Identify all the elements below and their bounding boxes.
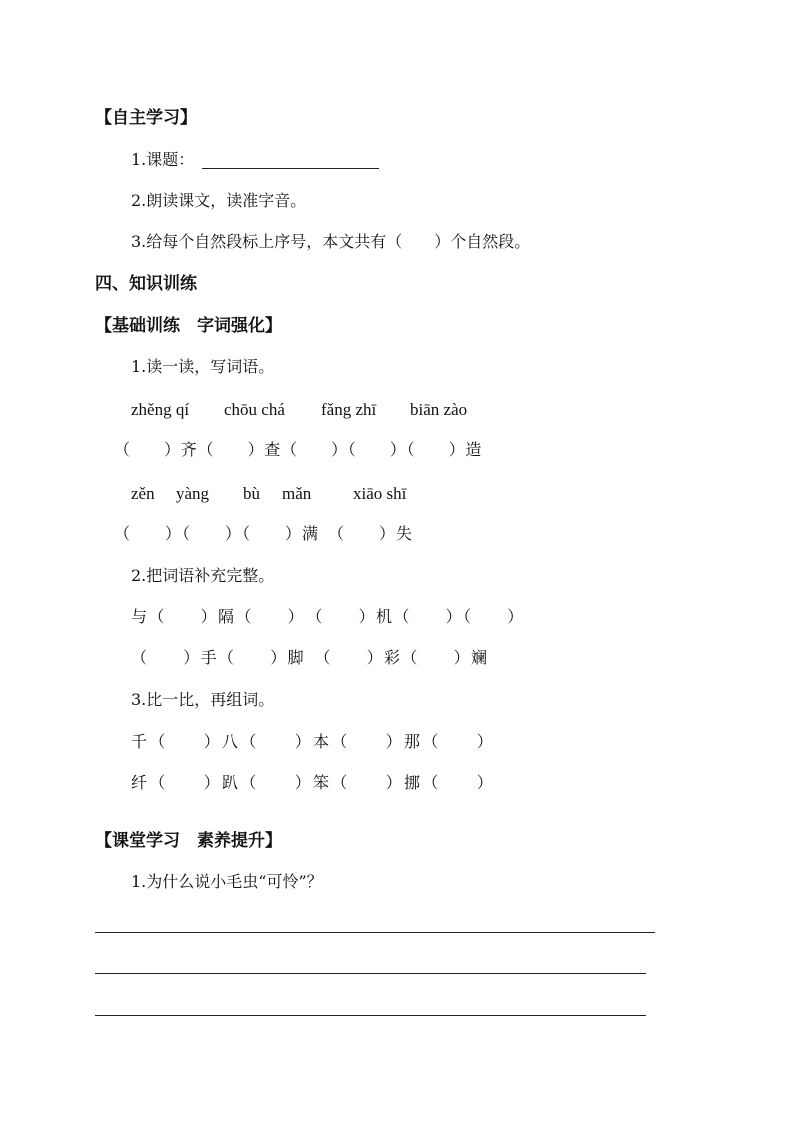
- pinyin-bu: bù: [243, 484, 260, 503]
- fill-row-1: 与（ ）隔（ ） （ ）机（ ）（ ）: [131, 607, 525, 626]
- question-1: 1.读一读，写词语。: [131, 357, 275, 376]
- pinyin-man: mǎn: [282, 484, 312, 503]
- question-3: 3.比一比，再组词。: [131, 690, 275, 709]
- pinyin-yang: yàng: [176, 484, 210, 503]
- pinyin-zhengqi: zhěng qí: [131, 400, 190, 419]
- pinyin-xiaoshi: xiāo shī: [353, 484, 407, 503]
- answer-line-1[interactable]: [95, 932, 655, 933]
- question-2: 2.把词语补充完整。: [131, 566, 275, 585]
- self-study-item-2: 2.朗读课文，读准字音。: [131, 191, 307, 210]
- fill-row-2: （ ）手（ ）脚 （ ）彩（ ）斓: [131, 648, 489, 667]
- compare-row-2: 纤（ ）趴（ ）笨（ ）挪（ ）: [131, 773, 496, 792]
- basic-training-heading: 【基础训练 字词强化】: [95, 316, 282, 336]
- pinyin-zen: zěn: [131, 484, 155, 503]
- answer-line-2[interactable]: [95, 973, 646, 974]
- compare-row-1: 千（ ）八（ ）本（ ）那（ ）: [131, 732, 496, 751]
- topic-answer-line[interactable]: [202, 168, 379, 169]
- pinyin-choucha: chōu chá: [224, 400, 285, 419]
- self-study-item-1: 1.课题：: [131, 150, 195, 169]
- section-4-heading: 四、知识训练: [95, 274, 197, 294]
- pinyin-fangzhi: fǎng zhī: [321, 400, 377, 419]
- blank-row-1: （ ）齐（ ）查（ ）（ ）（ ）造: [114, 440, 483, 459]
- class-question-1: 1.为什么说小毛虫“可怜”？: [131, 872, 323, 891]
- blank-row-2: （ ）（ ）（ ）满 （ ）失: [114, 524, 414, 543]
- answer-line-3[interactable]: [95, 1015, 646, 1016]
- pinyin-bianzao: biān zào: [410, 400, 468, 419]
- self-study-heading: 【自主学习】: [95, 108, 197, 128]
- self-study-item-3: 3.给每个自然段标上序号，本文共有（ ）个自然段。: [131, 232, 531, 251]
- class-study-heading: 【课堂学习 素养提升】: [95, 831, 282, 851]
